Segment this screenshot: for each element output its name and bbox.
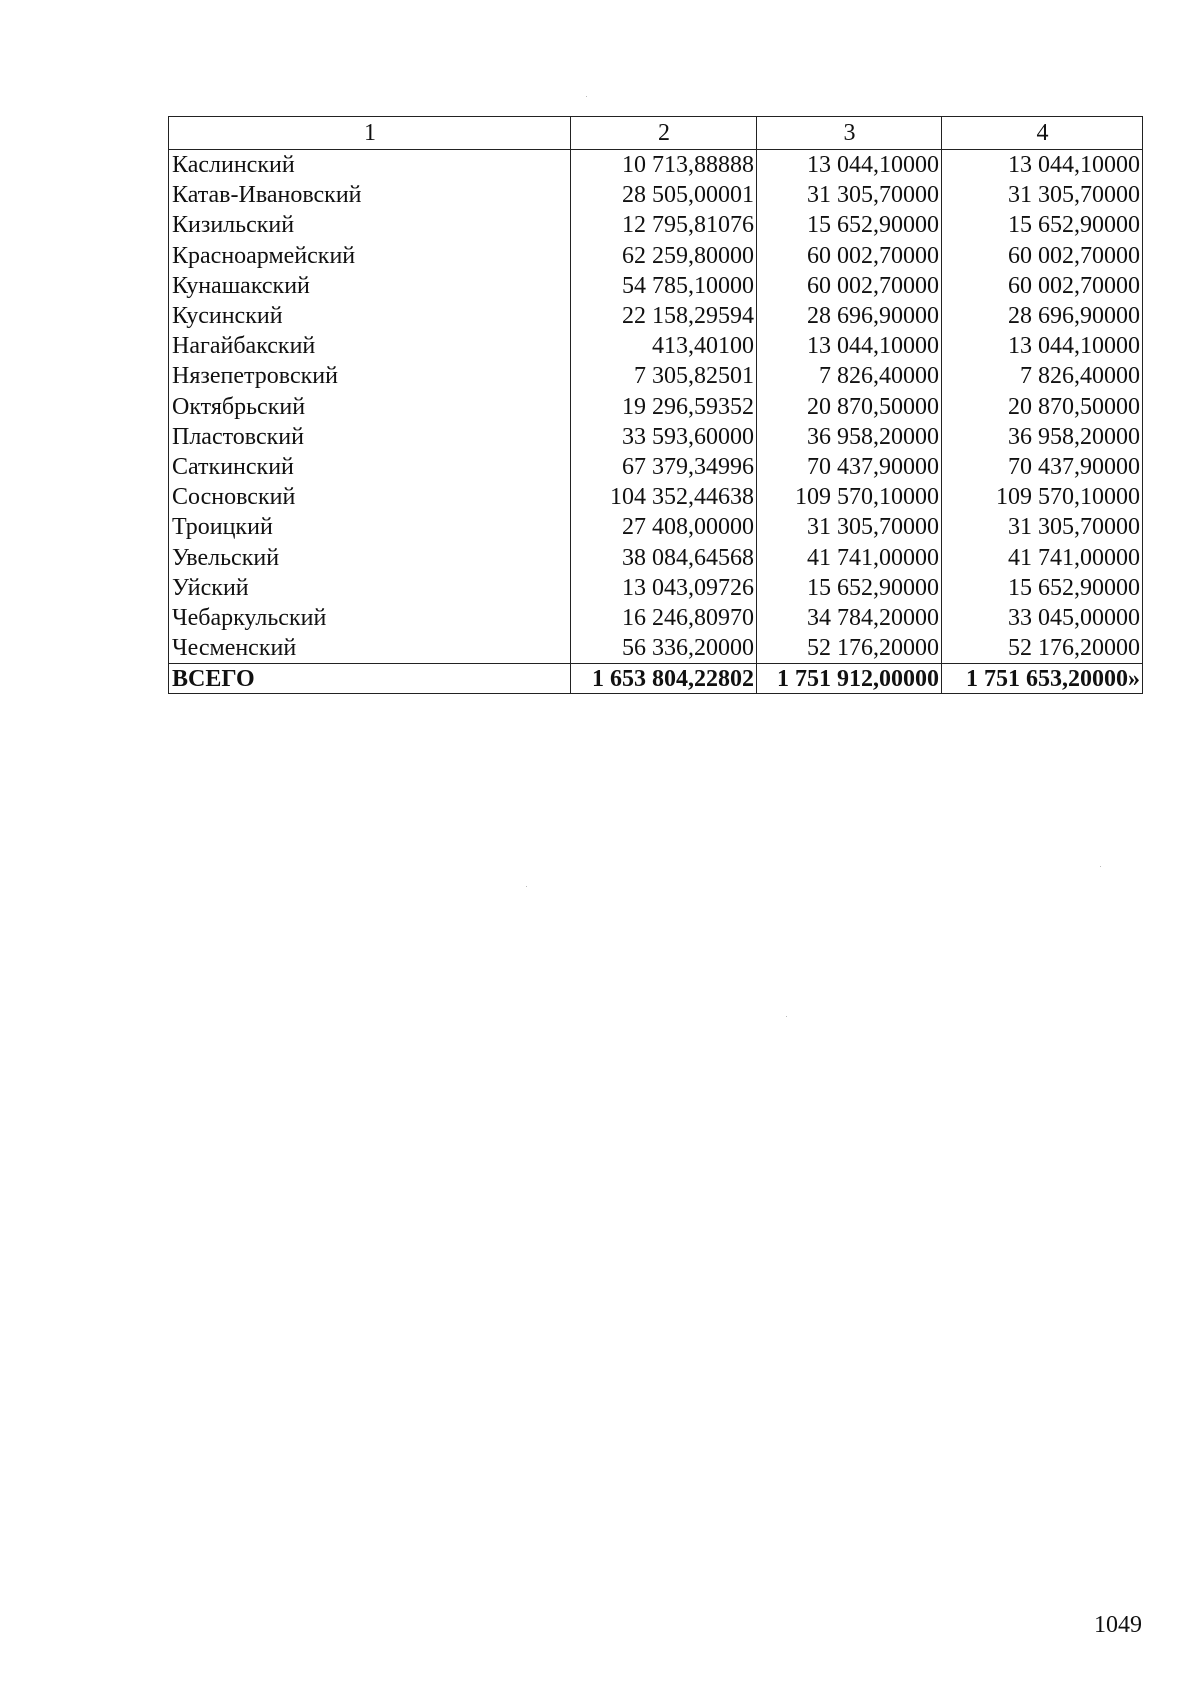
scan-speck [526, 886, 527, 887]
table-row [169, 633, 1143, 664]
value-col-2: 104 352,44638 [571, 482, 757, 512]
district-name: Красноармейский [169, 241, 571, 271]
total-col-4: 1 751 653,20000» [942, 664, 1143, 694]
value-col-2: 67 379,34996 [571, 452, 757, 482]
district-name: Саткинский [169, 452, 571, 482]
value-col-2: 7 305,82501 [571, 361, 757, 391]
district-name: Кизильский [169, 210, 571, 240]
value-col-2: 22 158,29594 [571, 301, 757, 331]
value-col-2: 54 785,10000 [571, 271, 757, 301]
column-header-3: 3 [757, 117, 942, 150]
table-row [169, 452, 1143, 482]
header-row [169, 117, 1143, 150]
total-col-2: 1 653 804,22802 [571, 664, 757, 694]
table-row [169, 180, 1143, 210]
district-name: Сосновский [169, 482, 571, 512]
value-col-4: 60 002,70000 [942, 241, 1143, 271]
district-name: Увельский [169, 542, 571, 572]
value-col-4: 70 437,90000 [942, 452, 1143, 482]
value-col-2: 10 713,88888 [571, 150, 757, 181]
district-name: Пластовский [169, 422, 571, 452]
table-row [169, 512, 1143, 542]
value-col-2: 413,40100 [571, 331, 757, 361]
value-col-4: 15 652,90000 [942, 573, 1143, 603]
value-col-3: 52 176,20000 [757, 633, 942, 664]
table-row [169, 573, 1143, 603]
table-row [169, 392, 1143, 422]
total-row [169, 664, 1143, 694]
value-col-2: 13 043,09726 [571, 573, 757, 603]
value-col-3: 28 696,90000 [757, 301, 942, 331]
value-col-4: 109 570,10000 [942, 482, 1143, 512]
table-row [169, 331, 1143, 361]
value-col-4: 33 045,00000 [942, 603, 1143, 633]
district-name: Кусинский [169, 301, 571, 331]
column-header-2: 2 [571, 117, 757, 150]
district-name: Каслинский [169, 150, 571, 181]
column-header-4: 4 [942, 117, 1143, 150]
value-col-2: 12 795,81076 [571, 210, 757, 240]
table-row [169, 482, 1143, 512]
value-col-3: 13 044,10000 [757, 331, 942, 361]
value-col-4: 60 002,70000 [942, 271, 1143, 301]
table-row [169, 361, 1143, 391]
district-name: Уйский [169, 573, 571, 603]
value-col-2: 38 084,64568 [571, 542, 757, 572]
value-col-3: 34 784,20000 [757, 603, 942, 633]
column-header-1: 1 [169, 117, 571, 150]
value-col-3: 60 002,70000 [757, 271, 942, 301]
value-col-4: 15 652,90000 [942, 210, 1143, 240]
value-col-4: 13 044,10000 [942, 150, 1143, 181]
scan-speck [1100, 866, 1101, 867]
value-col-3: 31 305,70000 [757, 180, 942, 210]
value-col-3: 15 652,90000 [757, 210, 942, 240]
value-col-4: 36 958,20000 [942, 422, 1143, 452]
value-col-3: 41 741,00000 [757, 542, 942, 572]
value-col-3: 70 437,90000 [757, 452, 942, 482]
value-col-4: 7 826,40000 [942, 361, 1143, 391]
value-col-2: 33 593,60000 [571, 422, 757, 452]
value-col-3: 109 570,10000 [757, 482, 942, 512]
value-col-2: 19 296,59352 [571, 392, 757, 422]
value-col-2: 16 246,80970 [571, 603, 757, 633]
table-row [169, 241, 1143, 271]
scan-speck [786, 1016, 787, 1017]
district-values-table [168, 116, 1143, 694]
total-label: ВСЕГО [169, 664, 571, 694]
district-name: Чебаркульский [169, 603, 571, 633]
total-col-3: 1 751 912,00000 [757, 664, 942, 694]
scan-speck [586, 96, 587, 97]
value-col-4: 31 305,70000 [942, 512, 1143, 542]
district-name: Чесменский [169, 633, 571, 664]
value-col-4: 31 305,70000 [942, 180, 1143, 210]
table-row [169, 271, 1143, 301]
district-name: Нагайбакский [169, 331, 571, 361]
page-number: 1049 [1094, 1612, 1142, 1638]
value-col-4: 13 044,10000 [942, 331, 1143, 361]
table-row [169, 542, 1143, 572]
district-name: Октябрьский [169, 392, 571, 422]
district-name: Кунашакский [169, 271, 571, 301]
value-col-4: 41 741,00000 [942, 542, 1143, 572]
value-col-3: 13 044,10000 [757, 150, 942, 181]
table-row [169, 603, 1143, 633]
value-col-4: 20 870,50000 [942, 392, 1143, 422]
value-col-2: 28 505,00001 [571, 180, 757, 210]
table-row [169, 210, 1143, 240]
value-col-2: 62 259,80000 [571, 241, 757, 271]
value-col-4: 28 696,90000 [942, 301, 1143, 331]
district-name: Троицкий [169, 512, 571, 542]
table-row [169, 422, 1143, 452]
table-row [169, 301, 1143, 331]
value-col-3: 36 958,20000 [757, 422, 942, 452]
district-name: Катав-Ивановский [169, 180, 571, 210]
value-col-3: 7 826,40000 [757, 361, 942, 391]
table-row [169, 150, 1143, 181]
value-col-3: 31 305,70000 [757, 512, 942, 542]
value-col-3: 15 652,90000 [757, 573, 942, 603]
value-col-3: 20 870,50000 [757, 392, 942, 422]
district-name: Нязепетровский [169, 361, 571, 391]
value-col-2: 27 408,00000 [571, 512, 757, 542]
value-col-4: 52 176,20000 [942, 633, 1143, 664]
value-col-2: 56 336,20000 [571, 633, 757, 664]
value-col-3: 60 002,70000 [757, 241, 942, 271]
